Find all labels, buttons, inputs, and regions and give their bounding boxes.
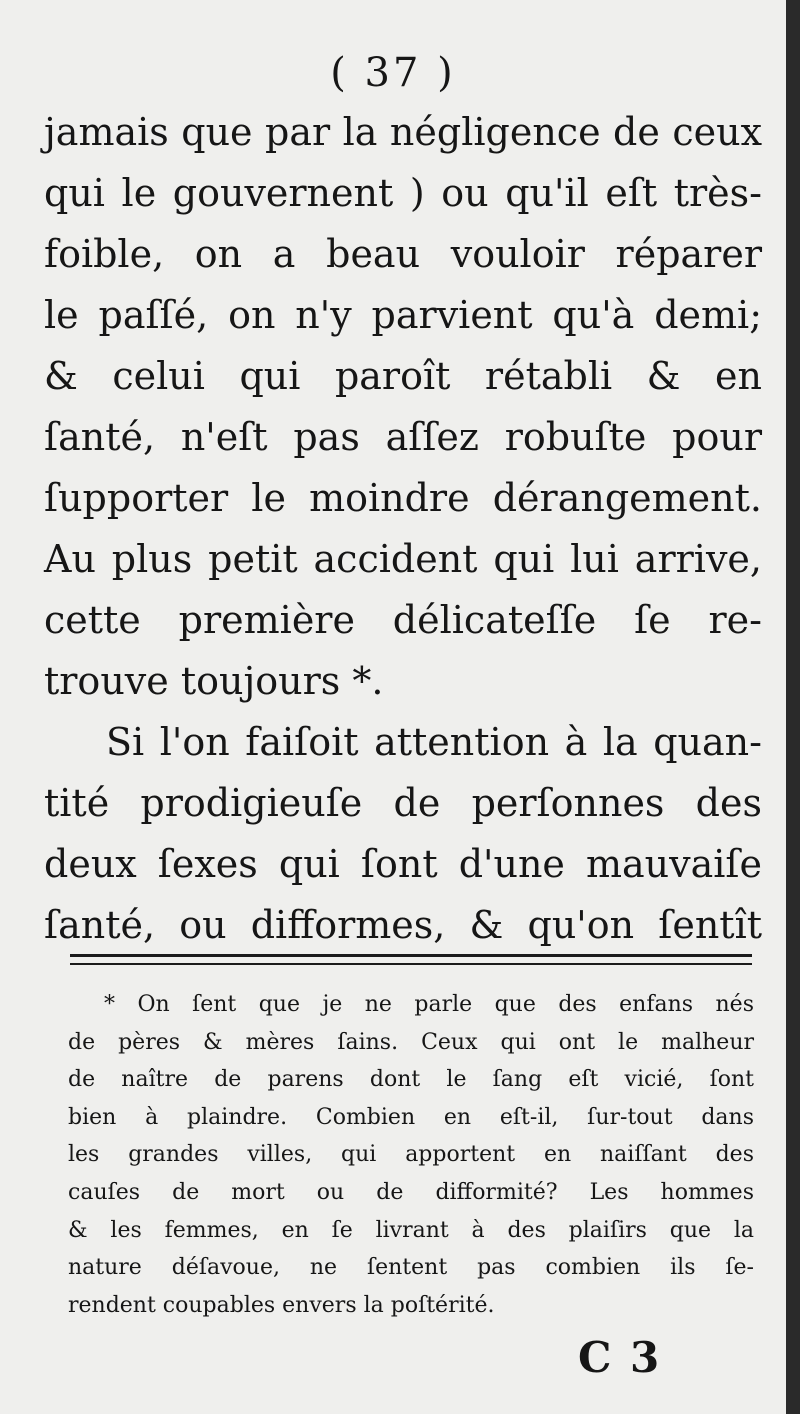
body-line: & celui qui paroît rétabli & en (44, 354, 762, 398)
body-line: foible, on a beau vouloir réparer (44, 232, 762, 276)
body-line: le paſſé, on n'y parvient qu'à demi; (44, 293, 762, 337)
footnote-line: de naître de parens dont le ſang eſt vicié, ſont (68, 1067, 754, 1093)
page-number: ( 37 ) (330, 50, 456, 96)
body-line: deux ſexes qui ſont d'une mauvaiſe (44, 842, 762, 886)
body-line: ſupporter le moindre dérangement. (44, 476, 762, 520)
page-edge (786, 0, 800, 1414)
body-line: ſanté, n'eſt pas aſſez robuſte pour (44, 415, 762, 459)
footnote-block (68, 986, 754, 1324)
footnote-line: rendent coupables envers la poſtérité. (68, 1292, 495, 1318)
footnote-line: nature déſavoue, ne ſentent pas combien ils ſe- (68, 1255, 754, 1281)
body-line: Au plus petit accident qui lui arrive, (44, 537, 762, 581)
footnote-line: de pères & mères ſains. Ceux qui ont le malheur (68, 1029, 754, 1055)
body-line: Si l'on faiſoit attention à la quan- (106, 720, 762, 764)
footnote-line: cauſes de mort ou de difformité? Les hommes (68, 1179, 754, 1205)
body-line: cette première délicateſſe ſe re- (44, 598, 762, 642)
body-line: tité prodigieuſe de perſonnes des (44, 781, 762, 825)
body-line: trouve toujours *. (44, 659, 384, 703)
footnote-line: & les femmes, en ſe livrant à des plaiſirs que la (68, 1217, 754, 1243)
main-text-block (44, 102, 762, 956)
signature-mark: C 3 (578, 1333, 662, 1382)
body-line: qui le gouvernent ) ou qu'il eſt très- (44, 171, 762, 215)
footnote-line: les grandes villes, qui apportent en naiſſant des (68, 1142, 754, 1168)
body-line: ſanté, ou difformes, & qu'on ſentît (44, 903, 762, 947)
footnote-divider (70, 954, 752, 965)
footnote-line: bien à plaindre. Combien en eſt-il, ſur-tout dans (68, 1104, 754, 1130)
footnote-line: * On ſent que je ne parle que des enfans nés (104, 992, 754, 1017)
body-line: jamais que par la négligence de ceux (44, 110, 762, 154)
